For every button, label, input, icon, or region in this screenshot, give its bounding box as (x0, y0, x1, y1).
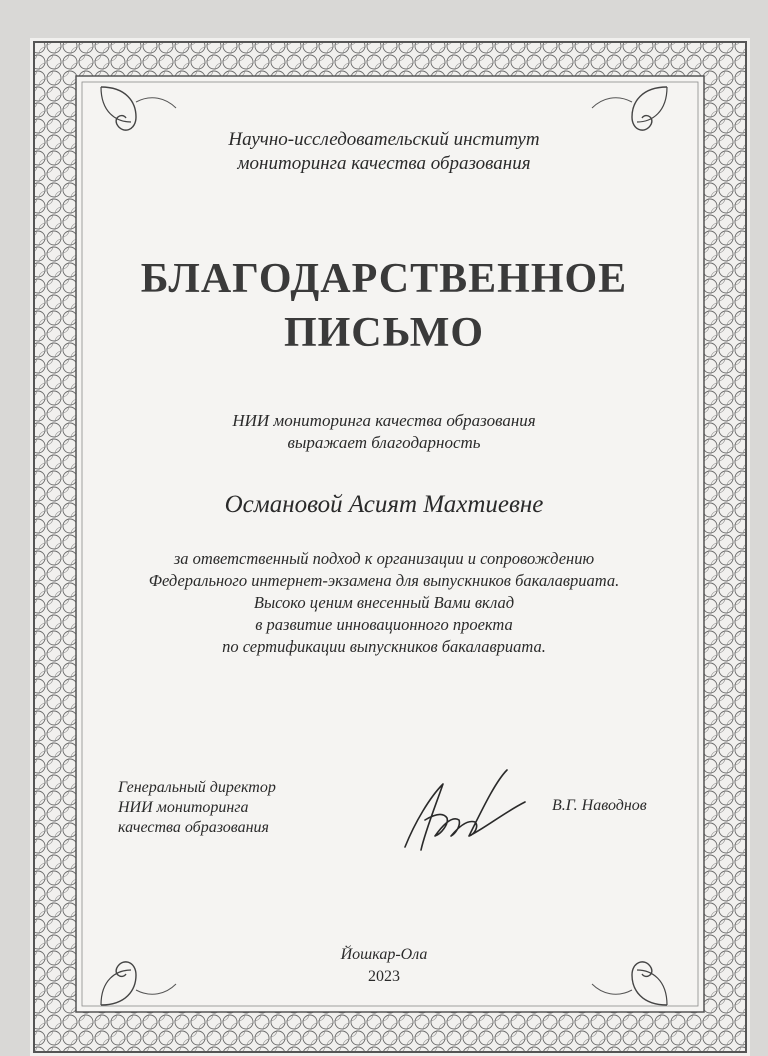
body-line-4: в развитие инновационного проекта (255, 615, 513, 634)
body-line-2: Федерального интернет-экзамена для выпускников бакалавриата. (148, 571, 620, 590)
recipient-name: Османовой Асият Махтиевне (224, 491, 544, 518)
year: 2023 (368, 968, 400, 985)
position-line-2: НИИ мониторинга (118, 799, 249, 816)
body-text (0, 548, 768, 658)
signatory-name: В.Г. Наводнов (552, 797, 647, 814)
city: Йошкар-Ола (340, 946, 428, 963)
document-title (0, 252, 768, 360)
title-line-2: ПИСЬМО (283, 310, 485, 356)
body-line-5: по сертификации выпускников бакалавриата. (222, 637, 546, 656)
org-line-2: выражает благодарность (287, 433, 481, 452)
body-line-1: за ответственный подход к организации и сопровождению (173, 549, 595, 568)
certificate-sheet (30, 38, 750, 1056)
body-line-3: Высоко ценим внесенный Вами вклад (253, 593, 515, 612)
signatory-position (118, 778, 276, 838)
institute-line-1: Научно-исследовательский институт (228, 129, 540, 150)
decorative-border (30, 38, 750, 1056)
position-line-1: Генеральный директор (118, 779, 276, 796)
institute-name (0, 128, 768, 176)
handwritten-signature (395, 762, 535, 862)
title-line-1: БЛАГОДАРСТВЕННОЕ (140, 256, 628, 302)
institute-line-2: мониторинга качества образования (237, 153, 531, 174)
position-line-3: качества образования (118, 819, 269, 836)
org-line-1: НИИ мониторинга качества образования (232, 411, 536, 430)
gratitude-statement (0, 410, 768, 454)
